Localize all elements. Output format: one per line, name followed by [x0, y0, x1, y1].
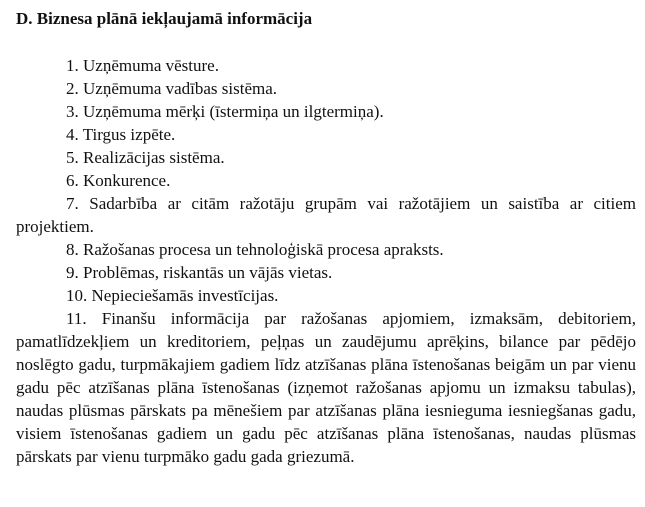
list-item-11: 11. Finanšu informācija par ražošanas apjomiem, izmaksām, debitoriem, pamatlīdzekļiem un kreditoriem, peļņas un zaudējumu aprēķins, bilance par pēdējo noslēgto gadu, turpmākajiem gadiem līdz atzīšanas plāna īstenošanas beigām un par vienu gadu pēc atzīšanas plāna īstenošanas (izņemot ražošanas apjomu un izmaksu tabulas), naudas plūsmas pārskats pa mēnešiem par atzīšanas plāna iesnieguma iesniegšanas gadu, visiem īstenošanas gadiem un gadu pēc atzīšanas plāna īstenošanas, naudas plūsmas pārskats par vienu turpmāko gadu gada griezumā.	[16, 309, 636, 466]
list-item-2: 2. Uzņēmuma vadības sistēma.	[66, 79, 278, 98]
document-page	[16, 8, 636, 468]
list-item-3: 3. Uzņēmuma mērķi (īstermiņa un ilgtermiņa).	[66, 102, 384, 121]
list-item-10: 10. Nepieciešamās investīcijas.	[66, 286, 279, 305]
info-list	[16, 54, 636, 468]
list-item-5: 5. Realizācijas sistēma.	[66, 148, 225, 167]
list-item-8: 8. Ražošanas procesa un tehnoloģiskā procesa apraksts.	[66, 240, 444, 259]
list-item-6: 6. Konkurence.	[66, 171, 171, 190]
list-item-9: 9. Problēmas, riskantās un vājās vietas.	[66, 263, 333, 282]
list-item-1: 1. Uzņēmuma vēsture.	[66, 56, 219, 75]
list-item-7: 7. Sadarbība ar citām ražotāju grupām vai ražotājiem un saistība ar citiem projektiem.	[16, 194, 636, 236]
section-heading: D. Biznesa plānā iekļaujamā informācija	[16, 9, 313, 28]
list-item-4: 4. Tirgus izpēte.	[66, 125, 176, 144]
